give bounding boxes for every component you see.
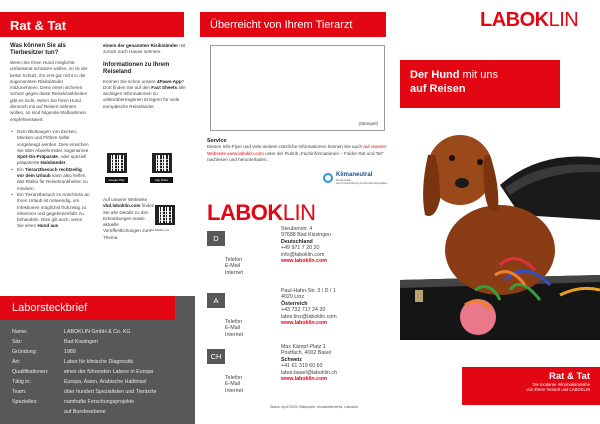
- panel-cover: [400, 0, 600, 424]
- country-name: Deutschland: [281, 238, 313, 245]
- stamp-box: [210, 45, 385, 131]
- panel-header: Überreicht von Ihrem Tierarzt: [200, 12, 386, 37]
- steckbrief-value: Labor für klinische Diagnostik: [64, 359, 134, 365]
- steckbrief-key: Name:: [12, 329, 28, 335]
- qr-code-app-store[interactable]: [152, 153, 172, 173]
- stand-note: Stand: April 2025, Bildquelle: envatoelements, Laboklin: [270, 405, 358, 409]
- email-link[interactable]: labor.linz@laboklin.com: [281, 313, 337, 320]
- stamp-label: (Stempel): [358, 121, 378, 126]
- steckbrief-value: namhafte Forschungsprojekte: [64, 399, 135, 405]
- steckbrief-key: Qualifikationen:: [12, 369, 49, 375]
- steckbrief-row: [12, 407, 194, 417]
- column-tierbesitzer: [10, 43, 90, 230]
- phone-value[interactable]: +41 61 319 60 60: [281, 363, 323, 370]
- steckbrief-value: Bad Kissingen: [64, 339, 98, 345]
- intro-text: Wenn Sie Ihren Hund möglichst umfassend schützen wollen, so ist der beste Schutz, ihn erst gar nicht in die sogenannten Risikoländer mitzunehmen. Denn einen sicheren Schutz gegen diese Reisekrankheiten gibt es nicht. Wenn Sie Ihren Hund dennoch mit auf Reisen nehmen wollen, so sind folgende Maßnahmen empfehlenswert:: [10, 60, 88, 122]
- section-heading: Informationen zu Ihrem Reiseland: [103, 61, 170, 75]
- list-item: • Ein Tierarztbesuch im Anschluss an Ihren Urlaub ist notwendig, um Infektionen möglichst frühzeitig zu erkennen und gegebenenfalls zu behandeln. Dies gilt auch, wenn Sie einen Hund aus: [10, 192, 90, 230]
- street-line: Steubenstr. 4: [281, 226, 313, 232]
- steckbrief-value: 1989: [64, 349, 76, 355]
- email-label: E-Mail: [225, 263, 241, 270]
- email-link[interactable]: labor.basel@laboklin.ch: [281, 369, 338, 376]
- email-label: E-Mail: [225, 325, 241, 332]
- website-link[interactable]: www.laboklin.com: [281, 320, 328, 327]
- city-line: Postfach, 4002 Basel: [281, 350, 332, 357]
- cover-title: Der Hund mit uns auf Reisen: [400, 60, 560, 108]
- steckbrief-key: [12, 407, 64, 417]
- list-item: • Dem Blutsaugen von Zecken, Mücken und Flöhen sollte vorgebeugt werden. Dies erreichen Sie über Abwehrmittel, sogenannte Spot-On-Präparate, oder speziell präparierte Halsbänder.: [10, 129, 90, 167]
- qr-code-google-play[interactable]: [107, 153, 127, 173]
- continued-text: einem der genannten Risikoländer mit zurück nach Hause nehmen.: [103, 43, 186, 55]
- steckbrief-header: Laborsteckbrief: [0, 296, 175, 320]
- phone-value[interactable]: +43 732 717 24 20: [281, 307, 326, 314]
- country-code-badge: D: [207, 231, 225, 246]
- phone-label: Telefon: [225, 375, 243, 381]
- steckbrief-value: auf Bundesebene: [64, 409, 106, 415]
- rat-tat-badge: Rat & Tat Die moderne Informationsreihe von Ihrem Tierarzt und LABOKLIN: [462, 367, 600, 405]
- steckbrief-table: [12, 327, 194, 417]
- service-section: Service Diesen Info-Flyer und viele weitere nützliche Informationen können Sie auch auf unserer Webseite www.laboklin.com unter der Rubrik „Fachinformationen – Folder Rat und Tat" nachlesen und herunterladen.: [207, 138, 397, 163]
- phone-value[interactable]: +49 971 7 20 20: [281, 245, 320, 252]
- steckbrief-row: [12, 367, 194, 377]
- measures-list: [10, 129, 90, 230]
- internet-label: Internet: [225, 269, 243, 276]
- steckbrief-row: [12, 357, 194, 367]
- steckbrief-value: über hundert Spezialisten und Tierärzte: [64, 389, 157, 395]
- phone-label: Telefon: [225, 257, 243, 263]
- street-line: Max Kämpf-Platz 1: [281, 344, 326, 350]
- steckbrief-row: [12, 397, 194, 407]
- internet-label: Internet: [225, 387, 243, 394]
- website-link[interactable]: www.laboklin.com: [281, 376, 328, 383]
- steckbrief-row: [12, 387, 194, 397]
- google-play-badge[interactable]: Google Play: [105, 177, 128, 183]
- qr-code-vbd[interactable]: [155, 205, 175, 225]
- laboklin-logo: LABOKLIN: [207, 200, 316, 225]
- steckbrief-row: [12, 337, 194, 347]
- dog-in-suitcase-photo: [400, 110, 600, 340]
- country-code-badge: CH: [207, 349, 225, 364]
- steckbrief-key: Sitz:: [12, 339, 23, 345]
- email-label: E-Mail: [225, 381, 241, 388]
- app-store-badge[interactable]: App Store: [150, 177, 173, 183]
- steckbrief-key: Spezielles:: [12, 399, 38, 405]
- city-line: 4020 Linz: [281, 294, 304, 301]
- internet-label: Internet: [225, 331, 243, 338]
- laboklin-logo: LABOKLIN: [480, 9, 579, 31]
- website-text: Auf unserer Webseite vbd.laboklin.com finden Sie alle Details zu den Erkrankungen sowie aktuelle Veröffentlichungen zum Thema.: [103, 197, 155, 240]
- list-item: • Ein Tierarztbesuch rechtzeitig vor dem Urlaub kann also helfen, das Risiko für Reisekrankheiten zu mindern.: [10, 167, 90, 192]
- city-line: 97688 Bad Kissingen: [281, 232, 332, 239]
- app-text: Kennen Sie schon unsere 4Paws-App? Dort finden Sie auf den Fact Sheets alle wichtigen Informationen zu vektorübertragenen Erregern für viele europäische Reiseländer.: [103, 78, 186, 109]
- steckbrief-key: Gründung:: [12, 349, 38, 355]
- steckbrief-key: Art:: [12, 359, 21, 365]
- section-heading: Was können Sie als Tierbesitzer tun?: [10, 43, 66, 56]
- qr-caption: vbd.laboklin.com: [150, 229, 170, 232]
- steckbrief-key: Team:: [12, 389, 27, 395]
- country-code-badge: A: [207, 293, 225, 308]
- column-reiseland: [103, 43, 188, 116]
- panel-header: Rat & Tat: [0, 12, 184, 37]
- steckbrief-row: [12, 377, 194, 387]
- email-link[interactable]: info@laboklin.com: [281, 251, 325, 258]
- country-name: Österreich: [281, 300, 308, 307]
- klimaneutral-badge: Klimaneutral Druckprodukt durch Unterstützung von Klimaschutzprojekten: [323, 170, 393, 190]
- steckbrief-value: Europa, Asien, Arabische Halbinsel: [64, 379, 147, 385]
- klimaneutral-icon: [323, 173, 333, 183]
- website-link[interactable]: www.laboklin.com: [281, 258, 328, 265]
- steckbrief-row: [12, 347, 194, 357]
- website-link[interactable]: auf unserer Webseite www.laboklin.com: [207, 144, 387, 156]
- steckbrief-value: eines der führenden Labore in Europa: [64, 369, 154, 375]
- steckbrief-key: Tätig in:: [12, 379, 31, 385]
- phone-label: Telefon: [225, 319, 243, 325]
- country-name: Schweiz: [281, 356, 302, 363]
- steckbrief-value: LABOKLIN GmbH & Co. KG: [64, 329, 131, 335]
- steckbrief-row: [12, 327, 194, 337]
- street-line: Paul-Hahn-Str. 3 / D / 1: [281, 288, 336, 294]
- panel-rat-und-tat: [0, 0, 200, 424]
- service-heading: Service: [207, 138, 227, 144]
